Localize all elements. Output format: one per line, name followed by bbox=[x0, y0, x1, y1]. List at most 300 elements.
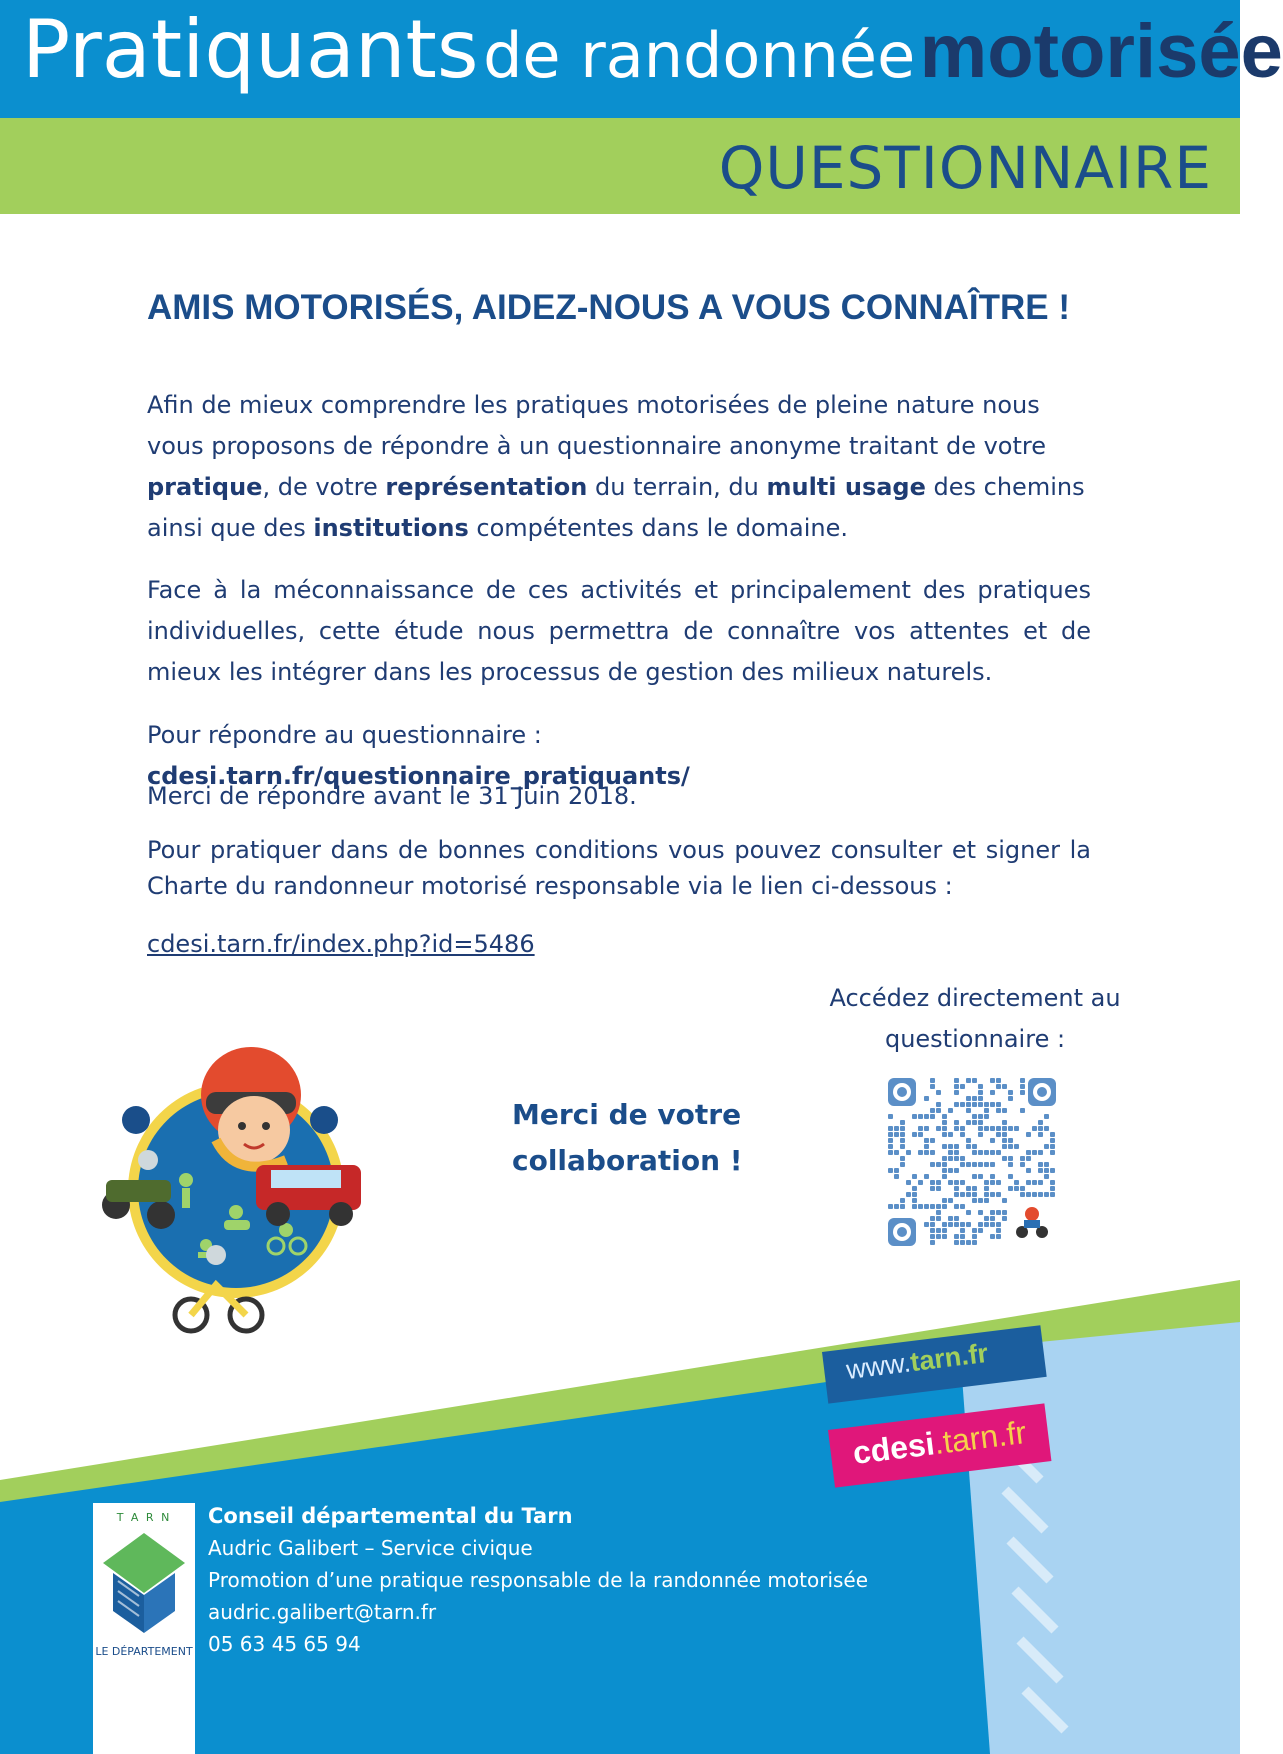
qr-module bbox=[1026, 1132, 1031, 1137]
qr-module bbox=[984, 1126, 989, 1131]
qr-module bbox=[972, 1186, 977, 1191]
qr-module bbox=[966, 1144, 971, 1149]
qr-module bbox=[936, 1234, 941, 1239]
intro-text-4: des chemins ainsi que des bbox=[147, 473, 1085, 542]
qr-module bbox=[972, 1114, 977, 1119]
qr-module bbox=[960, 1228, 965, 1233]
qr-module bbox=[1020, 1156, 1025, 1161]
qr-module bbox=[960, 1204, 965, 1209]
qr-module bbox=[930, 1162, 935, 1167]
qr-module bbox=[978, 1150, 983, 1155]
qr-module bbox=[954, 1216, 959, 1221]
qr-module bbox=[972, 1150, 977, 1155]
title-word-randonnee: de randonnée bbox=[483, 19, 916, 92]
qr-module bbox=[918, 1150, 923, 1155]
qr-module bbox=[990, 1216, 995, 1221]
qr-module bbox=[960, 1156, 965, 1161]
qr-module bbox=[978, 1174, 983, 1179]
qr-module bbox=[942, 1126, 947, 1131]
qr-module bbox=[1008, 1162, 1013, 1167]
qr-module bbox=[1044, 1192, 1049, 1197]
qr-module bbox=[936, 1228, 941, 1233]
qr-module bbox=[1038, 1192, 1043, 1197]
qr-module bbox=[960, 1222, 965, 1227]
qr-module bbox=[972, 1078, 977, 1083]
qr-module bbox=[954, 1222, 959, 1227]
qr-module bbox=[1008, 1144, 1013, 1149]
qr-module bbox=[1032, 1150, 1037, 1155]
qr-module bbox=[936, 1162, 941, 1167]
qr-module bbox=[972, 1162, 977, 1167]
qr-module bbox=[990, 1090, 995, 1095]
main-heading: AMIS MOTORISÉS, AIDEZ-NOUS A VOUS CONNAÎTRE ! bbox=[147, 288, 1071, 327]
qr-module bbox=[984, 1114, 989, 1119]
qr-module bbox=[1038, 1120, 1043, 1125]
qr-module bbox=[960, 1180, 965, 1185]
qr-module bbox=[930, 1228, 935, 1233]
qr-module bbox=[1050, 1186, 1055, 1191]
qr-module bbox=[954, 1084, 959, 1089]
qr-module bbox=[966, 1108, 971, 1113]
qr-module bbox=[972, 1192, 977, 1197]
qr-module bbox=[1020, 1108, 1025, 1113]
qr-module bbox=[966, 1192, 971, 1197]
thanks-text: Merci de votre collaboration ! bbox=[512, 1098, 743, 1177]
intro-text-1: Afin de mieux comprendre les pratiques motorisées de pleine nature nous vous proposons de répondre à un questionnaire anonyme traitant de votre bbox=[147, 391, 1047, 460]
qr-module bbox=[960, 1162, 965, 1167]
qr-module bbox=[960, 1192, 965, 1197]
qr-module bbox=[1050, 1138, 1055, 1143]
qr-finder-top-right bbox=[1028, 1078, 1056, 1106]
qr-module bbox=[996, 1102, 1001, 1107]
qr-module bbox=[954, 1234, 959, 1239]
qr-module bbox=[936, 1126, 941, 1131]
qr-module bbox=[936, 1180, 941, 1185]
qr-module bbox=[936, 1186, 941, 1191]
qr-module bbox=[894, 1132, 899, 1137]
qr-module bbox=[918, 1114, 923, 1119]
qr-module bbox=[1044, 1126, 1049, 1131]
qr-module bbox=[1038, 1168, 1043, 1173]
qr-module bbox=[930, 1180, 935, 1185]
qr-module bbox=[954, 1090, 959, 1095]
qr-module bbox=[936, 1204, 941, 1209]
qr-module bbox=[1038, 1180, 1043, 1185]
qr-module bbox=[1020, 1084, 1025, 1089]
qr-module bbox=[930, 1234, 935, 1239]
qr-module bbox=[1044, 1162, 1049, 1167]
qr-module bbox=[1050, 1144, 1055, 1149]
qr-module bbox=[1008, 1156, 1013, 1161]
qr-module bbox=[954, 1204, 959, 1209]
qr-module bbox=[972, 1096, 977, 1101]
qr-module bbox=[912, 1204, 917, 1209]
qr-module bbox=[996, 1150, 1001, 1155]
qr-module bbox=[996, 1084, 1001, 1089]
qr-module bbox=[1026, 1156, 1031, 1161]
qr-module bbox=[954, 1102, 959, 1107]
qr-module bbox=[900, 1126, 905, 1131]
qr-module bbox=[966, 1186, 971, 1191]
qr-module bbox=[996, 1132, 1001, 1137]
qr-module bbox=[978, 1120, 983, 1125]
qr-module bbox=[948, 1180, 953, 1185]
qr-module bbox=[1020, 1192, 1025, 1197]
footer-light-panel bbox=[960, 1322, 1240, 1754]
qr-module bbox=[900, 1144, 905, 1149]
qr-module bbox=[894, 1168, 899, 1173]
qr-module bbox=[1002, 1216, 1007, 1221]
qr-module bbox=[996, 1222, 1001, 1227]
intro-bold-multi-usage: multi usage bbox=[766, 473, 926, 501]
qr-module bbox=[912, 1174, 917, 1179]
qr-module bbox=[924, 1222, 929, 1227]
qr-module bbox=[978, 1114, 983, 1119]
tarn-logo-top-text: T A R N bbox=[116, 1511, 172, 1524]
qr-module bbox=[948, 1156, 953, 1161]
qr-module bbox=[924, 1174, 929, 1179]
qr-module bbox=[900, 1132, 905, 1137]
qr-module bbox=[1002, 1120, 1007, 1125]
qr-module bbox=[954, 1180, 959, 1185]
cdesi-prefix: cdesi bbox=[850, 1425, 937, 1471]
qr-module bbox=[1002, 1198, 1007, 1203]
qr-module bbox=[888, 1126, 893, 1131]
questionnaire-label: Pour répondre au questionnaire : bbox=[147, 721, 542, 749]
footer-phone: 05 63 45 65 94 bbox=[208, 1632, 361, 1656]
qr-module bbox=[984, 1222, 989, 1227]
qr-module bbox=[984, 1198, 989, 1203]
qr-module bbox=[900, 1162, 905, 1167]
qr-module bbox=[1050, 1168, 1055, 1173]
qr-module bbox=[912, 1114, 917, 1119]
qr-module bbox=[918, 1180, 923, 1185]
qr-module bbox=[984, 1192, 989, 1197]
qr-module bbox=[942, 1144, 947, 1149]
qr-module bbox=[972, 1234, 977, 1239]
qr-module bbox=[990, 1174, 995, 1179]
qr-module bbox=[1014, 1144, 1019, 1149]
footer-org: Conseil départemental du Tarn bbox=[208, 1504, 573, 1528]
qr-module bbox=[1026, 1150, 1031, 1155]
qr-module bbox=[972, 1144, 977, 1149]
qr-module bbox=[1002, 1144, 1007, 1149]
qr-module bbox=[996, 1234, 1001, 1239]
intro-bold-representation: représentation bbox=[385, 473, 588, 501]
qr-module bbox=[888, 1150, 893, 1155]
qr-module bbox=[954, 1126, 959, 1131]
qr-module bbox=[984, 1108, 989, 1113]
qr-module bbox=[966, 1240, 971, 1245]
qr-module bbox=[948, 1150, 953, 1155]
qr-module bbox=[1002, 1132, 1007, 1137]
qr-module bbox=[924, 1096, 929, 1101]
qr-module bbox=[906, 1150, 911, 1155]
qr-module bbox=[942, 1120, 947, 1125]
qr-module bbox=[1020, 1186, 1025, 1191]
footer-email[interactable]: audric.galibert@tarn.fr bbox=[208, 1600, 437, 1624]
questionnaire-link[interactable]: cdesi.tarn.fr/questionnaire_pratiquants/ bbox=[147, 762, 690, 790]
qr-module bbox=[1038, 1132, 1043, 1137]
qr-module bbox=[978, 1090, 983, 1095]
qr-module bbox=[948, 1144, 953, 1149]
qr-module bbox=[942, 1228, 947, 1233]
title-word-pratiquants: Pratiquants bbox=[22, 3, 479, 96]
subtitle: QUESTIONNAIRE bbox=[718, 134, 1212, 202]
qr-module bbox=[1002, 1084, 1007, 1089]
qr-module bbox=[990, 1222, 995, 1227]
qr-module bbox=[936, 1090, 941, 1095]
qr-module bbox=[954, 1192, 959, 1197]
qr-module bbox=[906, 1180, 911, 1185]
qr-module bbox=[966, 1222, 971, 1227]
qr-module bbox=[942, 1168, 947, 1173]
qr-module bbox=[1020, 1090, 1025, 1095]
qr-module bbox=[996, 1228, 1001, 1233]
qr-module bbox=[1044, 1174, 1049, 1179]
qr-module bbox=[990, 1126, 995, 1131]
qr-module bbox=[942, 1222, 947, 1227]
title-word-motorisee: motorisée bbox=[919, 9, 1283, 94]
qr-module bbox=[942, 1132, 947, 1137]
qr-module bbox=[1038, 1126, 1043, 1131]
qr-module bbox=[936, 1210, 941, 1215]
qr-module bbox=[1008, 1138, 1013, 1143]
qr-module bbox=[996, 1192, 1001, 1197]
qr-module bbox=[972, 1120, 977, 1125]
tarn-logo-mark bbox=[103, 1533, 185, 1633]
qr-module bbox=[1032, 1180, 1037, 1185]
qr-module bbox=[996, 1180, 1001, 1185]
qr-module bbox=[900, 1138, 905, 1143]
www-domain: tarn.fr bbox=[908, 1337, 990, 1378]
qr-module bbox=[954, 1150, 959, 1155]
qr-module bbox=[990, 1138, 995, 1143]
qr-module bbox=[888, 1132, 893, 1137]
qr-module bbox=[984, 1150, 989, 1155]
qr-module bbox=[990, 1210, 995, 1215]
qr-code[interactable] bbox=[888, 1078, 1056, 1246]
qr-module bbox=[990, 1180, 995, 1185]
qr-module bbox=[954, 1078, 959, 1083]
qr-module bbox=[978, 1162, 983, 1167]
qr-module bbox=[1002, 1156, 1007, 1161]
qr-module bbox=[978, 1102, 983, 1107]
qr-finder-bottom-left bbox=[888, 1218, 916, 1246]
qr-module bbox=[930, 1114, 935, 1119]
qr-module bbox=[954, 1186, 959, 1191]
deadline-text: Merci de répondre avant le 31 Juin 2018. bbox=[147, 782, 637, 810]
qr-module bbox=[978, 1084, 983, 1089]
qr-module bbox=[942, 1174, 947, 1179]
intro-text-2: , de votre bbox=[262, 473, 386, 501]
qr-module bbox=[1038, 1162, 1043, 1167]
qr-module bbox=[942, 1156, 947, 1161]
qr-module bbox=[930, 1204, 935, 1209]
qr-module bbox=[1026, 1192, 1031, 1197]
qr-module bbox=[924, 1204, 929, 1209]
qr-module bbox=[966, 1078, 971, 1083]
qr-module bbox=[942, 1162, 947, 1167]
qr-module bbox=[984, 1216, 989, 1221]
qr-module bbox=[888, 1138, 893, 1143]
qr-module bbox=[966, 1096, 971, 1101]
qr-module bbox=[900, 1156, 905, 1161]
qr-module bbox=[966, 1210, 971, 1215]
qr-module bbox=[1044, 1114, 1049, 1119]
qr-mascot-icon bbox=[1012, 1202, 1052, 1242]
qr-module bbox=[1038, 1150, 1043, 1155]
qr-module bbox=[984, 1102, 989, 1107]
qr-module bbox=[912, 1198, 917, 1203]
intro-text-3: du terrain, du bbox=[587, 473, 767, 501]
qr-module bbox=[1032, 1192, 1037, 1197]
qr-module bbox=[984, 1180, 989, 1185]
qr-module bbox=[888, 1204, 893, 1209]
tarn-logo-bottom-text: LE DÉPARTEMENT bbox=[95, 1645, 193, 1658]
qr-module bbox=[990, 1234, 995, 1239]
qr-module bbox=[990, 1162, 995, 1167]
footer-person: Audric Galibert – Service civique bbox=[208, 1536, 533, 1560]
qr-module bbox=[1008, 1174, 1013, 1179]
qr-module bbox=[966, 1162, 971, 1167]
qr-module bbox=[918, 1132, 923, 1137]
qr-module bbox=[1050, 1150, 1055, 1155]
qr-module bbox=[1020, 1162, 1025, 1167]
qr-module bbox=[918, 1126, 923, 1131]
qr-module bbox=[936, 1102, 941, 1107]
qr-module bbox=[996, 1210, 1001, 1215]
qr-module bbox=[942, 1198, 947, 1203]
qr-module bbox=[924, 1150, 929, 1155]
qr-module bbox=[990, 1192, 995, 1197]
charter-link[interactable]: cdesi.tarn.fr/index.php?id=5486 bbox=[147, 930, 535, 958]
qr-module bbox=[966, 1138, 971, 1143]
qr-module bbox=[936, 1216, 941, 1221]
qr-module bbox=[978, 1228, 983, 1233]
qr-module bbox=[960, 1084, 965, 1089]
charter-paragraph: Pour pratiquer dans de bonnes conditions vous pouvez consulter et signer la Charte du randonneur motorisé responsable via le lien ci-dessous : bbox=[147, 836, 1091, 900]
qr-module bbox=[888, 1168, 893, 1173]
qr-module bbox=[978, 1210, 983, 1215]
qr-module bbox=[996, 1126, 1001, 1131]
qr-module bbox=[996, 1078, 1001, 1083]
qr-module bbox=[1002, 1210, 1007, 1215]
qr-module bbox=[990, 1078, 995, 1083]
qr-module bbox=[894, 1204, 899, 1209]
qr-module bbox=[966, 1102, 971, 1107]
qr-module bbox=[984, 1186, 989, 1191]
qr-module bbox=[954, 1240, 959, 1245]
tarn-logo bbox=[93, 1503, 195, 1754]
qr-module bbox=[918, 1204, 923, 1209]
qr-module bbox=[972, 1240, 977, 1245]
qr-module bbox=[978, 1198, 983, 1203]
qr-module bbox=[990, 1102, 995, 1107]
qr-module bbox=[990, 1150, 995, 1155]
qr-module bbox=[1008, 1090, 1013, 1095]
qr-module bbox=[948, 1222, 953, 1227]
qr-module bbox=[954, 1144, 959, 1149]
qr-module bbox=[936, 1108, 941, 1113]
qr-module bbox=[930, 1138, 935, 1143]
qr-module bbox=[942, 1204, 947, 1209]
qr-module bbox=[924, 1126, 929, 1131]
qr-module bbox=[996, 1108, 1001, 1113]
qr-module bbox=[924, 1138, 929, 1143]
qr-module bbox=[1008, 1186, 1013, 1191]
qr-finder-top-left bbox=[888, 1078, 916, 1106]
footer-mission: Promotion d’une pratique responsable de la randonnée motorisée bbox=[208, 1568, 869, 1592]
qr-module bbox=[1014, 1186, 1019, 1191]
qr-module bbox=[1002, 1108, 1007, 1113]
qr-module bbox=[1032, 1126, 1037, 1131]
intro-paragraph bbox=[147, 385, 1091, 549]
qr-module bbox=[978, 1132, 983, 1137]
qr-module bbox=[1026, 1168, 1031, 1173]
qr-module bbox=[912, 1132, 917, 1137]
qr-module bbox=[960, 1234, 965, 1239]
qr-module bbox=[1044, 1144, 1049, 1149]
qr-module bbox=[900, 1120, 905, 1125]
qr-caption: Accédez directement au questionnaire : bbox=[829, 984, 1121, 1053]
qr-module bbox=[900, 1204, 905, 1209]
qr-module bbox=[960, 1126, 965, 1131]
qr-module bbox=[924, 1144, 929, 1149]
qr-module bbox=[954, 1168, 959, 1173]
qr-module bbox=[942, 1114, 947, 1119]
page-title bbox=[22, 3, 1283, 96]
qr-module bbox=[930, 1108, 935, 1113]
qr-module bbox=[978, 1126, 983, 1131]
qr-module bbox=[1050, 1192, 1055, 1197]
qr-module bbox=[972, 1174, 977, 1179]
intro-text-5: compétentes dans le domaine. bbox=[468, 514, 848, 542]
qr-module bbox=[900, 1198, 905, 1203]
qr-module bbox=[1008, 1096, 1013, 1101]
qr-module bbox=[972, 1228, 977, 1233]
qr-module bbox=[1026, 1180, 1031, 1185]
qr-module bbox=[978, 1222, 983, 1227]
qr-module bbox=[888, 1114, 893, 1119]
qr-module bbox=[1044, 1168, 1049, 1173]
qr-module bbox=[930, 1240, 935, 1245]
qr-module bbox=[972, 1198, 977, 1203]
qr-module bbox=[948, 1108, 953, 1113]
intro-bold-pratique: pratique bbox=[147, 473, 263, 501]
www-prefix: www. bbox=[844, 1347, 913, 1386]
qr-module bbox=[954, 1156, 959, 1161]
qr-module bbox=[1002, 1126, 1007, 1131]
qr-module bbox=[1008, 1126, 1013, 1131]
intro-bold-institutions: institutions bbox=[313, 514, 469, 542]
qr-module bbox=[948, 1216, 953, 1221]
cdesi-suffix: .tarn.fr bbox=[932, 1414, 1029, 1462]
qr-module bbox=[966, 1120, 971, 1125]
qr-module bbox=[930, 1222, 935, 1227]
qr-module bbox=[894, 1174, 899, 1179]
qr-module bbox=[942, 1234, 947, 1239]
qr-module bbox=[894, 1150, 899, 1155]
qr-module bbox=[1050, 1132, 1055, 1137]
qr-module bbox=[984, 1162, 989, 1167]
qr-module bbox=[960, 1132, 965, 1137]
qr-module bbox=[948, 1168, 953, 1173]
qr-module bbox=[948, 1132, 953, 1137]
qr-module bbox=[960, 1240, 965, 1245]
qr-module bbox=[906, 1192, 911, 1197]
footer-contact bbox=[208, 1500, 868, 1660]
